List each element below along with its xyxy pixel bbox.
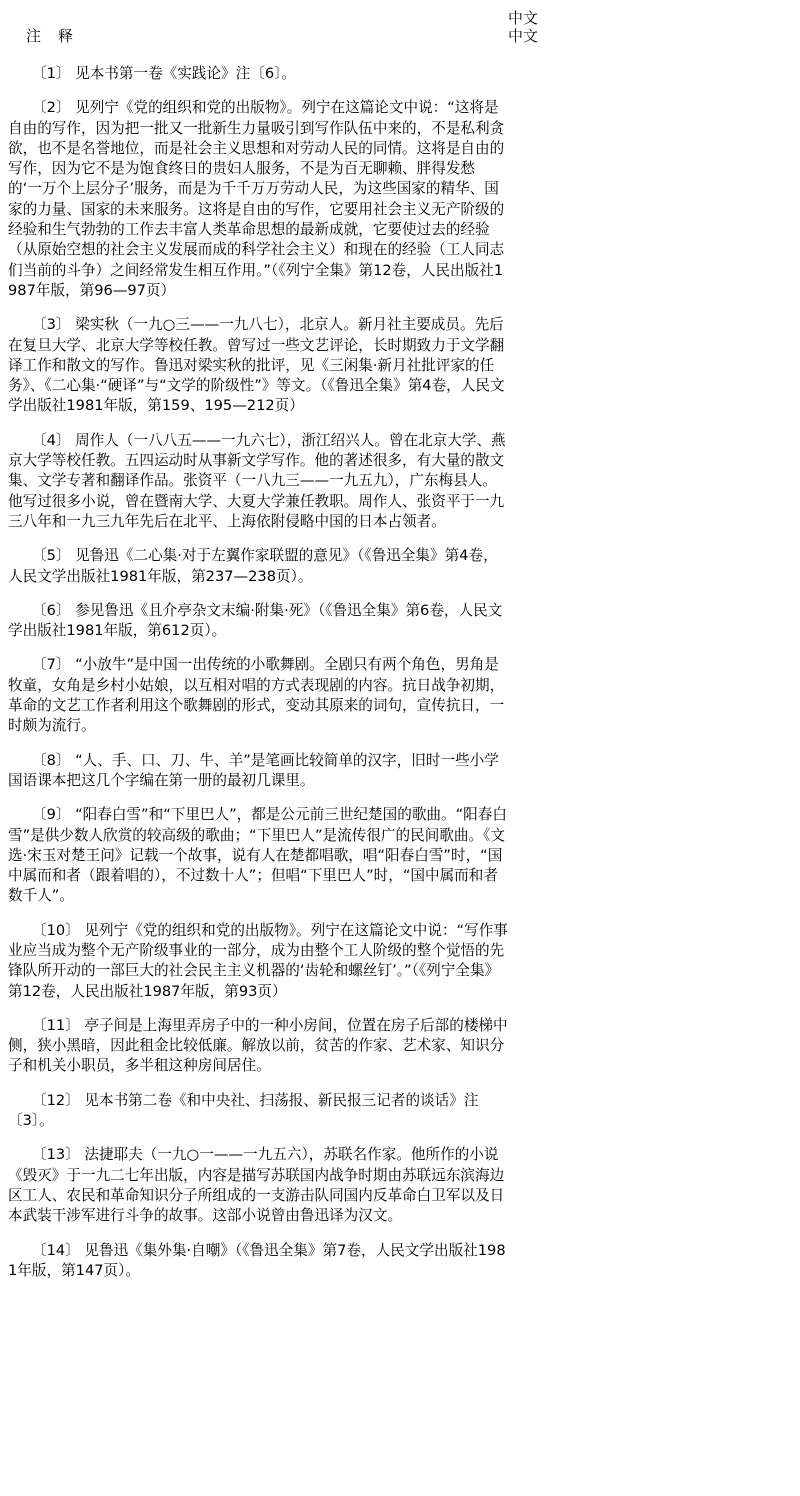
note-7: 〔7〕 “小放牛”是中国一出传统的小歌舞剧。全剧只有两个角色，男角是牧童，女角是乡村小姑娘，以互相对唱的方式表现剧的内容。抗日战争初期，革命的文艺工作者利用这个歌舞剧的形式，变动其原来的词句，宣传抗日，一时颇为流行。 <box>8 656 505 735</box>
note-6: 〔6〕 参见鲁迅《且介亭杂文末编·附集·死》（《鲁迅全集》第6卷，人民文学出版社1981年版，第612页）。 <box>8 601 503 640</box>
note-8: 〔8〕 “人、手、口、刀、牛、羊”是笔画比较简单的汉字，旧时一些小学国语课本把这几个字编在第一册的最初几课里。 <box>8 751 499 789</box>
note-11: 〔11〕 亭子间是上海里弄房子中的一种小房间，位置在房子后部的楼梯中侧，狭小黑暗，因此租金比较低廉。解放以前，贫苦的作家、艺术家、知识分子和机关小职员，多半租这种房间居住。 <box>8 1016 508 1075</box>
note-1: 〔1〕 见本书第一卷《实践论》注〔6〕。 <box>32 65 297 82</box>
note-13: 〔13〕 法捷耶夫（一九○一——一九五六），苏联名作家。他所作的小说《毁灭》于一九二七年出版，内容是描写苏联国内战争时期由苏联远东滨海边区工人、农民和革命知识分子所组成的一支游击队同国内反革命白卫军以及日本武装干涉军进行斗争的故事。这部小说曾由鲁迅译为汉文。 <box>8 1146 505 1225</box>
notes-list <box>8 64 508 1295</box>
note-12: 〔12〕 见本书第二卷《和中央社、扫荡报、新民报三记者的谈话》注〔3〕。 <box>8 1091 479 1130</box>
note-3: 〔3〕 梁实秋（一九○三——一九八七），北京人。新月社主要成员。先后在复旦大学、北京大学等校任教。曾写过一些文艺评论，长时期致力于文学翻译工作和散文的写作。鲁迅对梁实秋的批评，见《三闲集·新月社批评家的任务》、《二心集·“硬译”与“文学的阶级性”》等文。（《鲁迅全集》第4卷，人民文学出版社1981年版，第159、195—212页） <box>8 316 505 415</box>
note-5: 〔5〕 见鲁迅《二心集·对于左翼作家联盟的意见》（《鲁迅全集》第4卷，人民文学出版社1981年版，第237—238页）。 <box>8 547 498 585</box>
note-10: 〔10〕 见列宁《党的组织和党的出版物》。列宁在这篇论文中说：“写作事业应当成为整个无产阶级事业的一部分，成为由整个工人阶级的整个觉悟的先锋队所开动的一部巨大的社会民主主义机器的‘齿轮和螺丝钉’。”（《列宁全集》第12卷，人民出版社1987年版，第93页） <box>8 921 508 1000</box>
note-14: 〔14〕 见鲁迅《集外集·自嘲》（《鲁迅全集》第7卷，人民文学出版社1981年版，第147页）。 <box>8 1241 506 1279</box>
language-label: 中文 <box>508 27 539 45</box>
note-4: 〔4〕 周作人（一八八五——一九六七），浙江绍兴人。曾在北京大学、燕京大学等校任教。五四运动时从事新文学写作。他的著述很多，有大量的散文集、文学专著和翻译作品。张资平（一八九三——一九五九），广东梅县人。他写过很多小说，曾在暨南大学、大夏大学兼任教职。周作人、张资平于一九三八年和一九三九年先后在北平、上海依附侵略中国的日本占领者。 <box>8 431 506 530</box>
note-2: 〔2〕 见列宁《党的组织和党的出版物》。列宁在这篇论文中说：“这将是自由的写作，因为把一批又一批新生力量吸引到写作队伍中来的，不是私利贪欲，也不是名誉地位，而是社会主义思想和对劳动人民的同情。这将是自由的写作，因为它不是为饱食终日的贵妇人服务，不是为百无聊赖、胖得发愁的‘一万个上层分子’服务，而是为千千万万劳动人民，为这些国家的精华、国家的力量、国家的未来服务。这将是自由的写作，它要用社会主义无产阶级的经验和生气勃勃的工作去丰富人类革命思想的最新成就，它要使过去的经验（从原始空想的社会主义发展而成的科学社会主义）和现在的经验（工人同志们当前的斗争）之间经常发生相互作用。”（《列宁全集》第12卷，人民出版社1987年版，第96—97页） <box>8 99 505 299</box>
note-9: 〔9〕 “阳春白雪”和“下里巴人”，都是公元前三世纪楚国的歌曲。“阳春白雪”是供少数人欣赏的较高级的歌曲；“下里巴人”是流传很广的民间歌曲。《文选·宋玉对楚王问》记载一个故事，说有人在楚都唱歌，唱“阳春白雪”时，“国中属而和者（跟着唱的），不过数十人”；但唱“下里巴人”时，“国中属而和者数千人”。 <box>8 806 507 905</box>
page-title: 注 释 <box>26 27 75 45</box>
language-label: 中文 <box>508 9 539 27</box>
language-labels <box>508 9 538 45</box>
